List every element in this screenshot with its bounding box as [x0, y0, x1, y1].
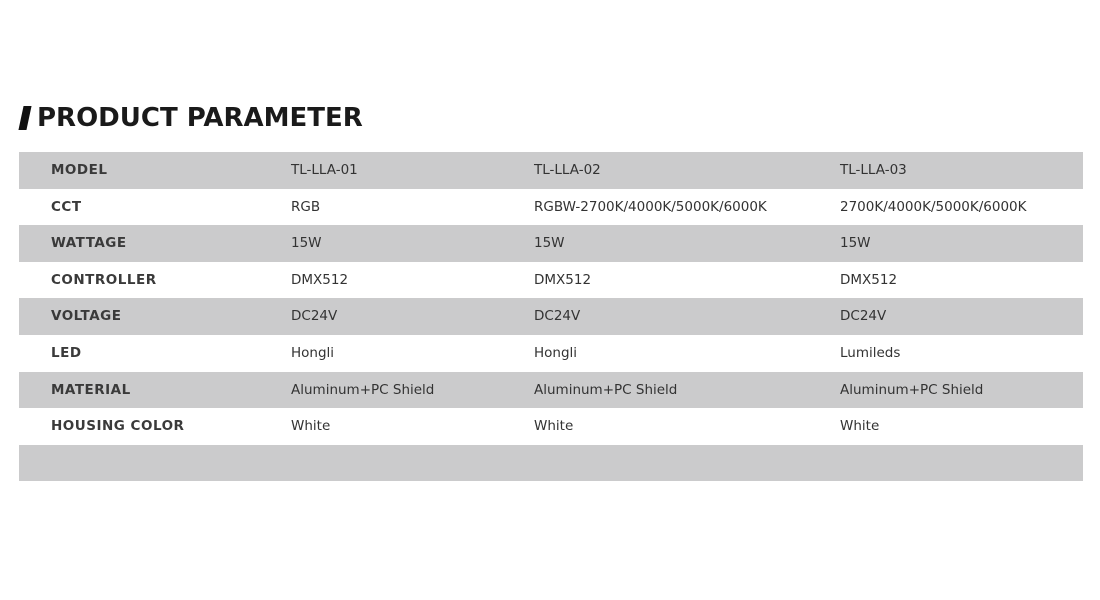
page-title: PRODUCT PARAMETER: [37, 103, 363, 133]
row-label: LED: [51, 344, 82, 361]
table-cell: DC24V: [534, 308, 581, 325]
table-row-housing-color: [19, 408, 1083, 445]
table-cell: 2700K/4000K/5000K/6000K: [840, 198, 1027, 215]
table-cell: Aluminum+PC Shield: [840, 381, 984, 398]
table-cell: White: [291, 418, 331, 435]
table-row-material: [19, 372, 1083, 409]
table-row-voltage: [19, 298, 1083, 335]
table-cell: RGB: [291, 198, 321, 215]
row-label: MODEL: [51, 162, 108, 178]
table-cell: 15W: [291, 235, 322, 252]
table-cell: RGBW-2700K/4000K/5000K/6000K: [534, 198, 767, 215]
product-parameter-table: [19, 152, 1083, 481]
row-label: HOUSING COLOR: [51, 418, 185, 435]
table-cell: Lumileds: [840, 344, 901, 361]
table-cell: Aluminum+PC Shield: [534, 381, 678, 398]
table-cell: Hongli: [291, 344, 335, 361]
table-cell: 15W: [534, 235, 565, 252]
row-label: WATTAGE: [51, 235, 127, 252]
heading-accent-bar-icon: [18, 106, 31, 130]
row-label: MATERIAL: [51, 381, 131, 398]
table-row-led: [19, 335, 1083, 372]
table-cell: DC24V: [840, 308, 887, 325]
table-row-empty: [19, 445, 1083, 482]
table-cell: Hongli: [534, 344, 578, 361]
table-row-cct: [19, 189, 1083, 226]
table-cell: White: [534, 418, 574, 435]
row-label: VOLTAGE: [51, 308, 122, 325]
row-label: CCT: [51, 198, 82, 215]
table-cell: Aluminum+PC Shield: [291, 381, 435, 398]
section-heading: [21, 100, 363, 136]
table-cell: TL-LLA-02: [534, 162, 601, 178]
table-cell: DC24V: [291, 308, 338, 325]
table-row-model: [19, 152, 1083, 189]
table-cell: 15W: [840, 235, 871, 252]
table-row-controller: [19, 262, 1083, 299]
table-cell: White: [840, 418, 880, 435]
table-cell: DMX512: [840, 271, 898, 288]
row-label: CONTROLLER: [51, 271, 157, 288]
table-cell: DMX512: [291, 271, 349, 288]
table-cell: DMX512: [534, 271, 592, 288]
table-cell: TL-LLA-03: [840, 162, 907, 178]
table-row-wattage: [19, 225, 1083, 262]
table-cell: TL-LLA-01: [291, 162, 358, 178]
